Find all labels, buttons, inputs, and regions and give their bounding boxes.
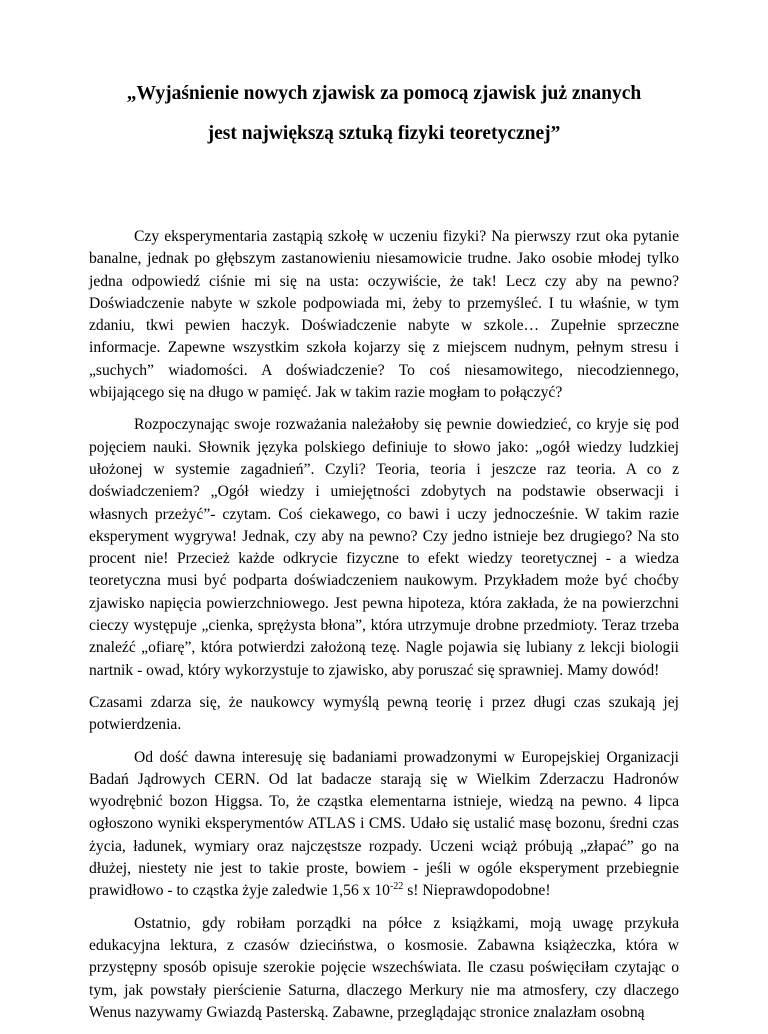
paragraph-1: Czy eksperymentaria zastąpią szkołę w uczeniu fizyki? Na pierwszy rzut oka pytanie banalne, jednak po głębszym zastanowieniu niesamowicie trudne. Jako osobie młodej tylko jedna odpowiedź ciśnie mi się na usta: oczywiście, że tak! Lecz czy aby na pewno? Doświadczenie nabyte w szkole podpowiada mi, żeby to przemyśleć. I tu właśnie, w tym zdaniu, tkwi pewien haczyk. Doświadczenie nabyte w szkole… Zupełnie sprzeczne informacje. Zapewne wszystkim szkoła kojarzy się z miejscem nudnym, pełnym stresu i „suchych” wiadomości. A doświadczenie? To coś niesamowitego, niecodziennego, wbijającego się na długo w pamięć. Jak w takim razie mogłam to połączyć? — [89, 228, 679, 402]
paragraph-3: Czasami zdarza się, że naukowcy wymyślą pewną teorię i przez długi czas szukają jej potwierdzenia. — [89, 693, 679, 734]
paragraph-4-text: Od dość dawna interesuję się badaniami prowadzonymi w Europejskiej Organizacji Badań Jądrowych CERN. Od lat badacze starają się w Wielkim Zderzaczu Hadronów wyodrębnić bozon Higgsa. To, że cząstka elementarna istnieje, wiedzą na pewno. 4 lipca ogłoszono wyniki eksperymentów ATLAS i CMS. Udało się ustalić masę bozonu, średni czas życia, ładunek, wymiary oraz najczęstsze rozpady. Uczeni wciąż próbują „złapać” go na dłużej, niestety nie jest to takie proste, bowiem - jeśli w ogóle eksperyment przebiegnie prawidłowo - to cząstka żyje zaledwie 1,56 x 10 — [89, 748, 679, 900]
exponent: -22 — [389, 881, 404, 893]
paragraph-2: Rozpoczynając swoje rozważania należałoby się pewnie dowiedzieć, co kryje się pod pojęciem nauki. Słownik języka polskiego definiuje to słowo jako: „ogół wiedzy ludzkiej ułożonej w systemie zagadnień”. Czyli? Teoria, teoria i jeszcze raz teoria. A co z doświadczeniem? „Ogół wiedzy i umiejętności zdobytych na podstawie obserwacji i własnych przeżyć”- czytam. Coś ciekawego, co bawi i uczy jednocześnie. W takim razie eksperyment wygrywa! Jednak, czy aby na pewno? Czy jedno istnieje bez drugiego? Na sto procent nie! Przecież każde odkrycie fizyczne to efekt wiedzy teoretycznej - a wiedza teoretyczna musi być podparta doświadczeniem naukowym. Przykładem może być choćby zjawisko napięcia powierzchniowego. Jest pewna hipoteza, która zakłada, że na powierzchni cieczy występuje „cienka, sprężysta błona”, która utrzymuje drobne przedmioty. Teraz trzeba znaleźć „ofiarę”, która potwierdzi założoną tezę. Nagle pojawia się lubiany z lekcji biologii nartnik - owad, który wykorzystuje to zjawisko, aby poruszać się sprawniej. Mamy dowód! — [89, 416, 679, 679]
paragraph-4 — [89, 747, 679, 903]
title-line-1: „Wyjaśnienie nowych zjawisk za pomocą zjawisk już znanych — [126, 83, 642, 104]
paragraph-4-text-end: s! Nieprawdopodobne! — [403, 882, 551, 900]
document-header — [89, 82, 679, 146]
document-body — [89, 226, 679, 1034]
document-title — [89, 82, 679, 146]
paragraph-5: Ostatnio, gdy robiłam porządki na półce z książkami, moją uwagę przykuła edukacyjna lektura, z czasów dzieciństwa, o kosmosie. Zabawna książeczka, która w przystępny sposób opisuje szerokie pojęcie wszechświata. Ile czasu poświęciłam czytając o tym, jak powstały pierścienie Saturna, dlaczego Merkury nie ma atmosfery, czy dlaczego Wenus nazywamy Gwiazdą Pasterską. Zabawne, przeglądając stronice znalazłam osobną — [89, 914, 679, 1021]
title-line-2: jest największą sztuką fizyki teoretycznej” — [207, 123, 561, 144]
